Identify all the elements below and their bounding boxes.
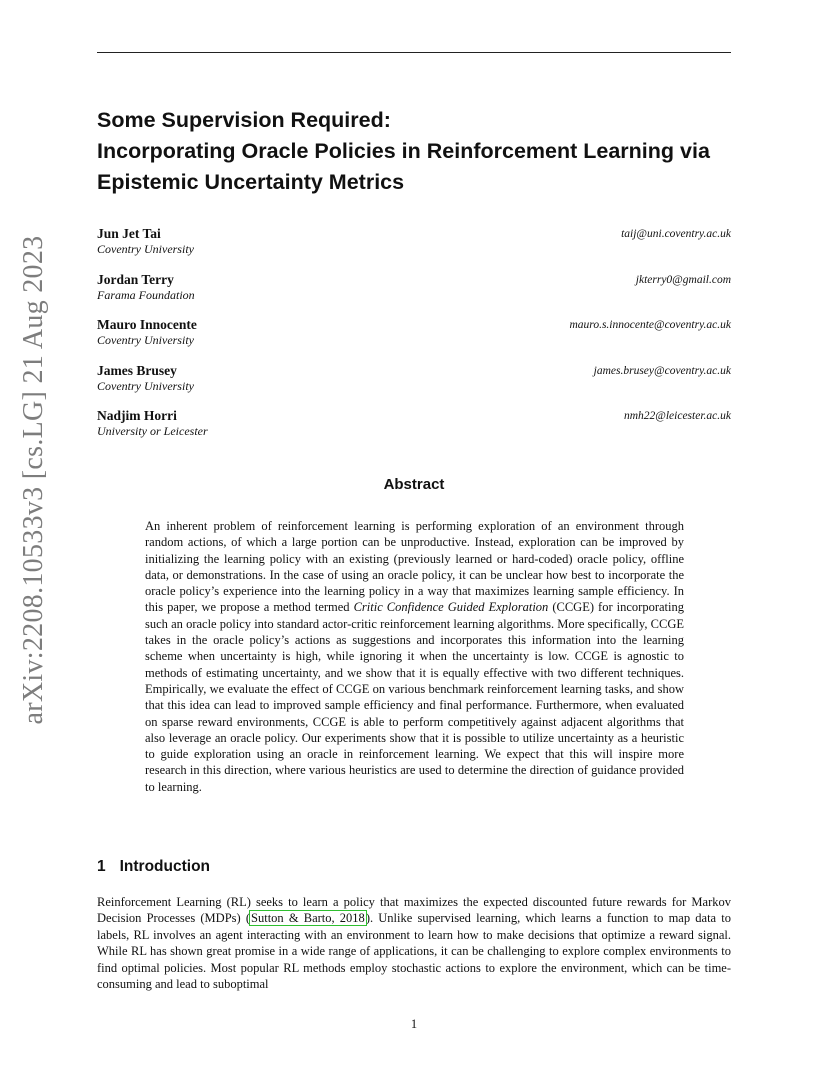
title-line-1: Some Supervision Required: <box>97 108 391 132</box>
section-title: Introduction <box>119 858 211 875</box>
author-name: Nadjim Horri <box>97 408 177 423</box>
author-block <box>97 226 731 272</box>
author-name: Mauro Innocente <box>97 317 197 332</box>
author-email[interactable]: james.brusey@coventry.ac.uk <box>593 364 731 377</box>
author-affiliation: Coventry University <box>97 242 194 256</box>
author-name: Jun Jet Tai <box>97 226 161 241</box>
abstract-heading: Abstract <box>383 476 445 493</box>
author-email[interactable]: jkterry0@gmail.com <box>635 273 731 286</box>
author-email[interactable]: mauro.s.innocente@coventry.ac.uk <box>569 319 731 331</box>
citation-link[interactable]: Sutton & Barto, 2018 <box>251 911 365 926</box>
title-line-2: Incorporating Oracle Policies in Reinforcement Learning via <box>97 139 710 163</box>
intro-text-part: Reinforcement Learning (RL) seeks to learn a policy that maximizes the expected discounted future rewards for Markov Decision Processes (MDPs) ( <box>97 895 731 926</box>
author-block <box>97 408 731 454</box>
arxiv-identifier: arXiv:2208.10533v3 [cs.LG] 21 Aug 2023 <box>18 235 49 725</box>
title-line-3: Epistemic Uncertainty Metrics <box>97 170 405 194</box>
author-affiliation: Farama Foundation <box>97 287 195 302</box>
section-number: 1 <box>97 858 106 875</box>
author-affiliation: Coventry University <box>97 333 194 347</box>
page-number: 1 <box>410 1017 418 1031</box>
top-rule <box>97 52 731 53</box>
section-heading-introduction <box>97 858 210 876</box>
introduction-text <box>97 894 731 992</box>
author-name: Jordan Terry <box>97 271 174 287</box>
abstract-text-part: (CCGE) for incorporating such an oracle policy into standard actor-critic reinforcement learning algorithms. More specifically, CCGE takes in the oracle policy’s actions as suggestions and incorporates this information into the learning scheme when uncertainty is high, while ignoring it when the uncertainty is low. CCGE is agnostic to methods of estimating uncertainty, and we show that it is equally effective with two different techniques. Empirically, we evaluate the effect of CCGE on various benchmark reinforcement learning tasks, and show that this idea can lead to improved sample efficiency and final performance. Furthermore, when evaluated on sparse reward environments, CCGE is able to perform competitively against adjacent algorithms that also leverage an oracle policy. Our experiments show that it is possible to utilize uncertainty as a heuristic to guide exploration using an oracle in reinforcement learning. We expect that this will inspire more research in this direction, where various heuristics are used to determine the direction of guidance provided to learning. <box>145 600 684 794</box>
author-email[interactable]: taij@uni.coventry.ac.uk <box>621 228 731 240</box>
method-name-emphasis: Critic Confidence Guided Exploration <box>353 600 549 615</box>
abstract-text <box>145 518 684 795</box>
author-affiliation: Coventry University <box>97 378 194 393</box>
paper-title <box>97 105 737 198</box>
intro-text-part: ). Unlike supervised learning, which learns a function to map data to labels, RL involves an agent interacting with an environment to learn how to make decisions that optimize a reward signal. While RL has shown great promise in a wide range of applications, it can be challenging to explore complex environments to find optimal policies. Most popular RL methods employ stochastic actions to explore the environment, which can be time-consuming and lead to suboptimal <box>97 911 731 992</box>
abstract-text-part: An inherent problem of reinforcement learning is performing exploration of an environment through random actions, of which a large portion can be unproductive. Instead, exploration can be improved by initializing the learning policy with an existing (previously learned or hard-coded) oracle policy, offline data, or demonstrations. In the case of using an oracle policy, it can be unclear how best to incorporate the oracle policy’s experience into the learning policy in a way that maximizes learning sample efficiency. In this paper, we propose a method termed <box>145 519 684 615</box>
author-list <box>97 226 731 454</box>
author-name: James Brusey <box>97 362 177 378</box>
author-email[interactable]: nmh22@leicester.ac.uk <box>623 410 731 422</box>
author-block <box>97 317 731 363</box>
author-affiliation: University or Leicester <box>97 424 208 438</box>
author-block <box>97 272 731 318</box>
author-block <box>97 363 731 409</box>
